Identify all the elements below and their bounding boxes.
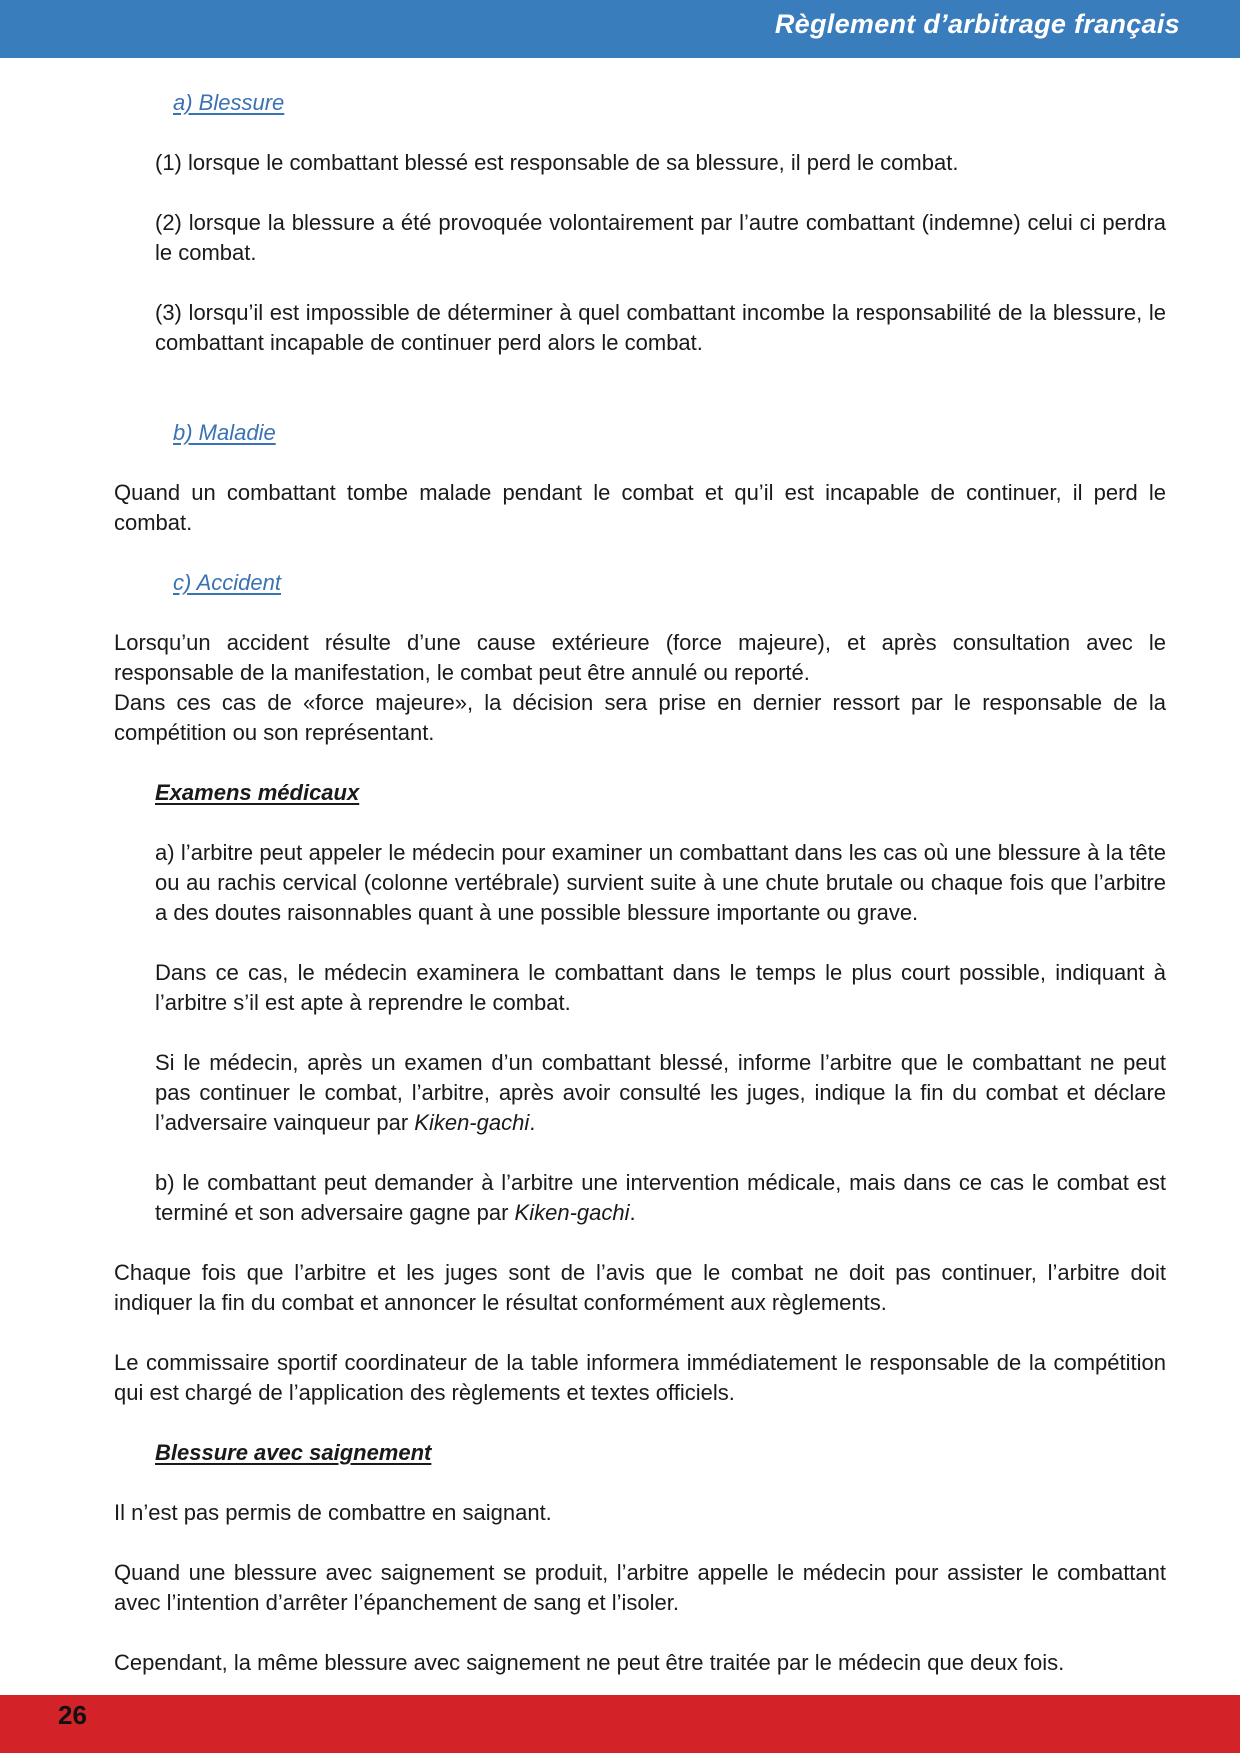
examens-para-b-text: b) le combattant peut demander à l’arbitre une intervention médicale, mais dans ce cas le combat est terminé et son adversaire gagne par: [155, 1170, 1166, 1225]
blessure-item-1: (1) lorsque le combattant blessé est responsable de sa blessure, il perd le combat.: [155, 150, 959, 175]
header-band: [0, 0, 1240, 58]
page-number: 26: [58, 1700, 87, 1730]
footer-band: [0, 1695, 1240, 1753]
examens-para-si: [114, 1048, 1166, 1138]
saignement-para-3: Cependant, la même blessure avec saignement ne peut être traitée par le médecin que deux fois.: [114, 1650, 1065, 1675]
period: .: [629, 1200, 636, 1225]
page-content: [114, 88, 1166, 1678]
heading-blessure-saignement: Blessure avec saignement: [155, 1440, 432, 1465]
accident-text-1: Lorsqu’un accident résulte d’une cause extérieure (force majeure), et après consultation avec le responsable de la manifestation, le combat peut être annulé ou reporté.: [114, 630, 1166, 685]
heading-blessure: a) Blessure: [173, 90, 285, 115]
examens-para-a: a) l’arbitre peut appeler le médecin pour examiner un combattant dans les cas où une blessure à la tête ou au rachis cervical (colonne vertébrale) survient suite à une chute brutale ou chaque fois que l’arbitre a des doutes raisonnables quant à une possible blessure importante ou grave.: [155, 840, 1166, 925]
accident-text-2: Dans ces cas de «force majeure», la décision sera prise en dernier ressort par le responsable de la compétition ou son représentant.: [114, 690, 1166, 745]
examens-para-si-text: Si le médecin, après un examen d’un combattant blessé, informe l’arbitre que le combattant ne peut pas continuer le combat, l’arbitre, après avoir consulté les juges, indique la fin du combat et déclare l’adversaire vainqueur par: [155, 1050, 1166, 1135]
examens-para-commissaire: Le commissaire sportif coordinateur de la table informera immédiatement le responsable de la compétition qui est chargé de l’application des règlements et textes officiels.: [114, 1350, 1166, 1405]
term-kiken-gachi: Kiken-gachi: [514, 1200, 630, 1225]
blessure-item-3: (3) lorsqu’il est impossible de déterminer à quel combattant incombe la responsabilité de la blessure, le combattant incapable de continuer perd alors le combat.: [155, 300, 1166, 355]
blessure-item-2: (2) lorsque la blessure a été provoquée volontairement par l’autre combattant (indemne) celui ci perdra le combat.: [155, 210, 1166, 265]
document-title: Règlement d’arbitrage français: [774, 9, 1180, 39]
maladie-text: Quand un combattant tombe malade pendant le combat et qu’il est incapable de continuer, il perd le combat.: [114, 480, 1166, 535]
heading-examens-medicaux: Examens médicaux: [155, 780, 360, 805]
examens-para-dans: Dans ce cas, le médecin examinera le combattant dans le temps le plus court possible, indiquant à l’arbitre s’il est apte à reprendre le combat.: [155, 960, 1166, 1015]
term-kiken-gachi: Kiken-gachi: [414, 1110, 530, 1135]
examens-para-chaque: Chaque fois que l’arbitre et les juges sont de l’avis que le combat ne doit pas continuer, l’arbitre doit indiquer la fin du combat et annoncer le résultat conformément aux règlements.: [114, 1260, 1166, 1315]
saignement-para-2: Quand une blessure avec saignement se produit, l’arbitre appelle le médecin pour assister le combattant avec l’intention d’arrêter l’épanchement de sang et l’isoler.: [114, 1560, 1166, 1615]
heading-accident: c) Accident: [173, 570, 282, 595]
saignement-para-1: Il n’est pas permis de combattre en saignant.: [114, 1500, 552, 1525]
period: .: [529, 1110, 536, 1135]
examens-para-b: [114, 1168, 1166, 1228]
heading-maladie: b) Maladie: [173, 420, 276, 445]
